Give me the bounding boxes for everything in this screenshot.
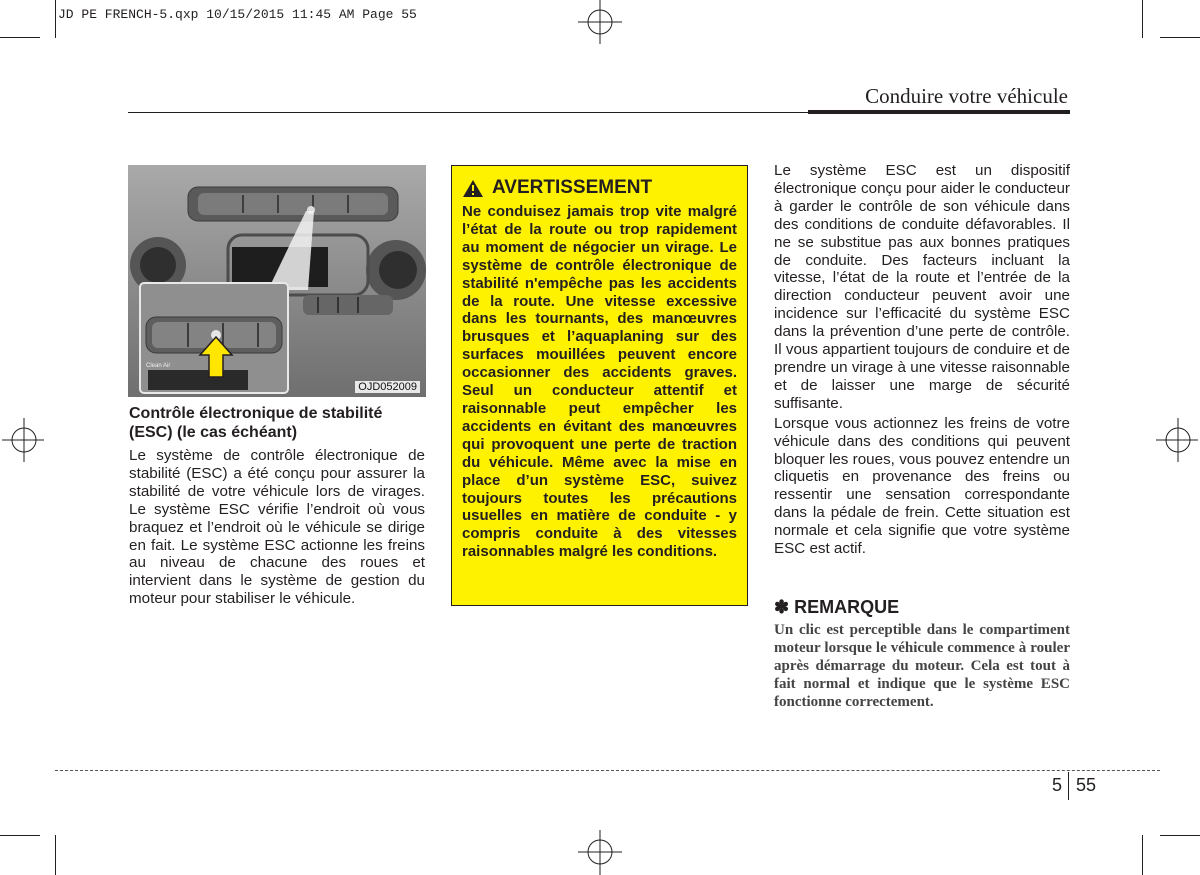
- registration-mark-icon: [573, 828, 627, 875]
- page-number-separator: [1068, 772, 1069, 800]
- registration-mark-icon: [0, 415, 44, 465]
- footer-dashed-rule: [55, 770, 1160, 771]
- esc-heading-line1: Contrôle électronique de stabilité: [129, 405, 383, 422]
- header-rule-thick: [808, 110, 1070, 114]
- esc-heading-line2: (ESC) (le cas échéant): [129, 424, 298, 441]
- warning-box: [451, 165, 748, 606]
- header-rule: [128, 112, 808, 113]
- esc-paragraph-1: Le système ESC est un dispositif électronique conçu pour aider le conducteur à garder le contrôle de son véhicule dans des conditions de conduite défavorables. Il ne se substitue pas aux bonnes pratiques de conduite. Des facteurs incluant la vitesse, l’état de la route et l’entrée de la direction conducteur peuvent avoir une incidence sur l’efficacité du système ESC dans la prévention d’une perte de contrôle. Il vous appartient toujours de conduire et de prendre un virage à une vitesse raisonnable et de laisser une marge de sécurité suffisante.: [774, 162, 1070, 412]
- esc-details: [774, 162, 1070, 560]
- crop-mark: [1142, 0, 1143, 38]
- section-title: Conduire votre véhicule: [865, 84, 1068, 108]
- registration-mark-icon: [1156, 415, 1200, 465]
- remark-title: ✽ REMARQUE: [774, 597, 900, 617]
- print-slug-line: JD PE FRENCH-5.qxp 10/15/2015 11:45 AM Page 55: [58, 7, 417, 22]
- registration-mark-icon: [573, 0, 627, 54]
- esc-button-figure: [128, 165, 426, 397]
- warning-triangle-icon: [462, 179, 484, 198]
- dashboard-illustration: [128, 165, 426, 397]
- crop-mark: [1142, 835, 1143, 875]
- remark-text: Un clic est perceptible dans le compartiment moteur lorsque le véhicule commence à rouler après démarrage du moteur. Cela est tout à fait normal et indique que le système ESC fonctionne correctement.: [774, 622, 1070, 710]
- warning-title-text: AVERTISSEMENT: [492, 177, 653, 198]
- clean-air-label: Clean Air: [146, 363, 171, 369]
- crop-mark: [55, 0, 56, 38]
- chapter-number: 5: [1052, 775, 1063, 795]
- page-number: 55: [1076, 775, 1097, 795]
- warning-title: [462, 177, 737, 199]
- crop-mark: [1160, 835, 1200, 836]
- crop-mark: [1160, 37, 1200, 38]
- warning-text: Ne conduisez jamais trop vite malgré l’état de la route ou trop rapidement au moment de négocier un virage. Le système de contrôle électronique de stabilité n'empêche pas les accidents de la route. Une vitesse excessive dans les tournants, des manœuvres brusques et l’aquaplaning sur des surfaces mouillées peuvent encore occasionner des accidents graves. Seul un conducteur attentif et raisonnable peut empêcher les accidents en évitant des manœuvres qui provoquent une perte de traction du véhicule. Même avec la mise en place d’un système ESC, suivez toujours toutes les précautions usuelles en matière de conduite - y compris conduite à des vitesses raisonnables malgré les conditions.: [462, 203, 737, 561]
- crop-mark: [0, 37, 40, 38]
- crop-mark: [0, 835, 40, 836]
- esc-description: Le système de contrôle électronique de stabilité (ESC) a été conçu pour assurer la stabilité de votre véhicule lors de virages. Le système ESC vérifie l’endroit où vous braquez et l’endroit où le véhicule se dirige en fait. Le système ESC actionne les freins au niveau de chacune des roues et intervient dans le système de gestion du moteur pour stabiliser le véhicule.: [129, 447, 425, 608]
- crop-mark: [55, 835, 56, 875]
- esc-heading: [129, 404, 429, 442]
- figure-id: OJD052009: [355, 381, 420, 393]
- esc-paragraph-2: Lorsque vous actionnez les freins de votre véhicule dans des conditions qui peuvent bloquer les roues, vous pouvez entendre un cliquetis en provenance des freins ou ressentir une sensation correspondante dans la pédale de frein. Cette situation est normale et cela signifie que votre système ESC est actif.: [774, 414, 1070, 558]
